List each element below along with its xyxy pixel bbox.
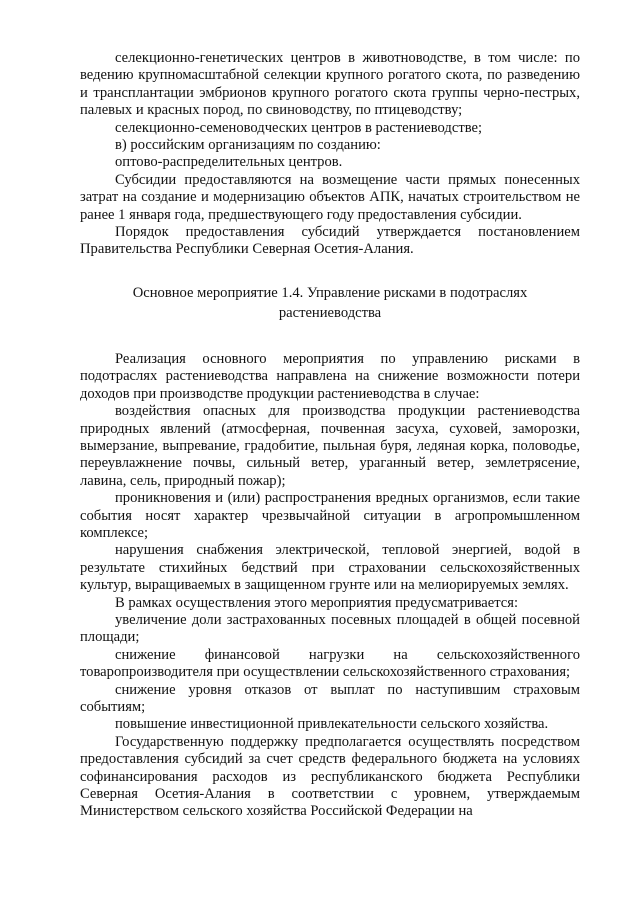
paragraph-item-v: в) российским организациям по созданию: [115,137,381,154]
paragraph-risk-management: Реализация основного мероприятия по управлению рисками в подотраслях растениеводства направлена на снижение возможности потери доходов при производстве продукции растениеводства в случае: [80,350,580,402]
paragraph-procedure: Порядок предоставления субсидий утверждается постановлением Правительства Республики Северная Осетия-Алания. [80,224,580,258]
body-bottom [80,351,580,821]
paragraph-harmful-organisms: проникновения и (или) распространения вредных организмов, если такие события носят характер чрезвычайной ситуации в агропромышленном комплексе; [80,490,580,541]
paragraph-subsidies: Субсидии предоставляются на возмещение части прямых понесенных затрат на создание и модернизацию объектов АПК, начатых строительством не ранее 1 января года, предшествующего году предоставления субсидии. [80,171,580,223]
paragraph-refusals: снижение уровня отказов от выплат по наступившим страховым событиям; [80,681,580,715]
paragraph-seed-centers: селекционно-семеноводческих центров в растениеводстве; [115,119,483,136]
paragraph-state-support: Государственную поддержку предполагается осуществлять посредством предоставления субсидий за счет средств федерального бюджета на условиях софинансирования расходов из республиканского бюджета Республики Северная Осетия-Алания в соответствии с уровнем, утверждаемым Министерством сельского хозяйства Российской Федерации на [80,733,580,820]
paragraph-investment: повышение инвестиционной привлекательности сельского хозяйства. [115,716,549,733]
section-heading-line-1: Основное мероприятие 1.4. Управление рисками в подотраслях [132,284,528,301]
paragraph-financial-burden: снижение финансовой нагрузки на сельскохозяйственного товаропроизводителя при осуществлении сельскохозяйственного страхования; [80,646,580,681]
body-top [80,50,580,259]
paragraph-natural-hazards: воздействия опасных для производства продукции растениеводства природных явлений (атмосферная, почвенная засуха, суховей, заморозки, вымерзание, выпревание, градобитие, пыльная буря, ледяная корка, половодье, переувлажнение почвы, сильный ветер, ураганный ветер, землетрясение, лавина, сель, природный пожар); [80,403,580,489]
paragraph-breeding-centers: селекционно-генетических центров в животноводстве, в том числе: по ведению крупномасштабной селекции крупного рогатого скота, по разведению и трансплантации эмбрионов крупного рогатого скота группы черно-пестрых, палевых и красных пород, по свиноводству, по птицеводству; [80,50,580,119]
paragraph-supply-disruption: нарушения снабжения электрической, тепловой энергией, водой в результате стихийных бедствий при страховании сельскохозяйственных культур, выращиваемых в защищенном грунте или на мелиорируемых землях. [80,542,580,594]
paragraph-wholesale-centers: оптово-распределительных центров. [115,154,343,171]
paragraph-provisions-intro: В рамках осуществления этого мероприятия предусматривается: [115,594,519,611]
paragraph-insured-area: увеличение доли застрахованных посевных площадей в общей посевной площади; [80,611,580,646]
section-heading-line-2: растениеводства [278,304,382,321]
section-heading [80,283,580,323]
